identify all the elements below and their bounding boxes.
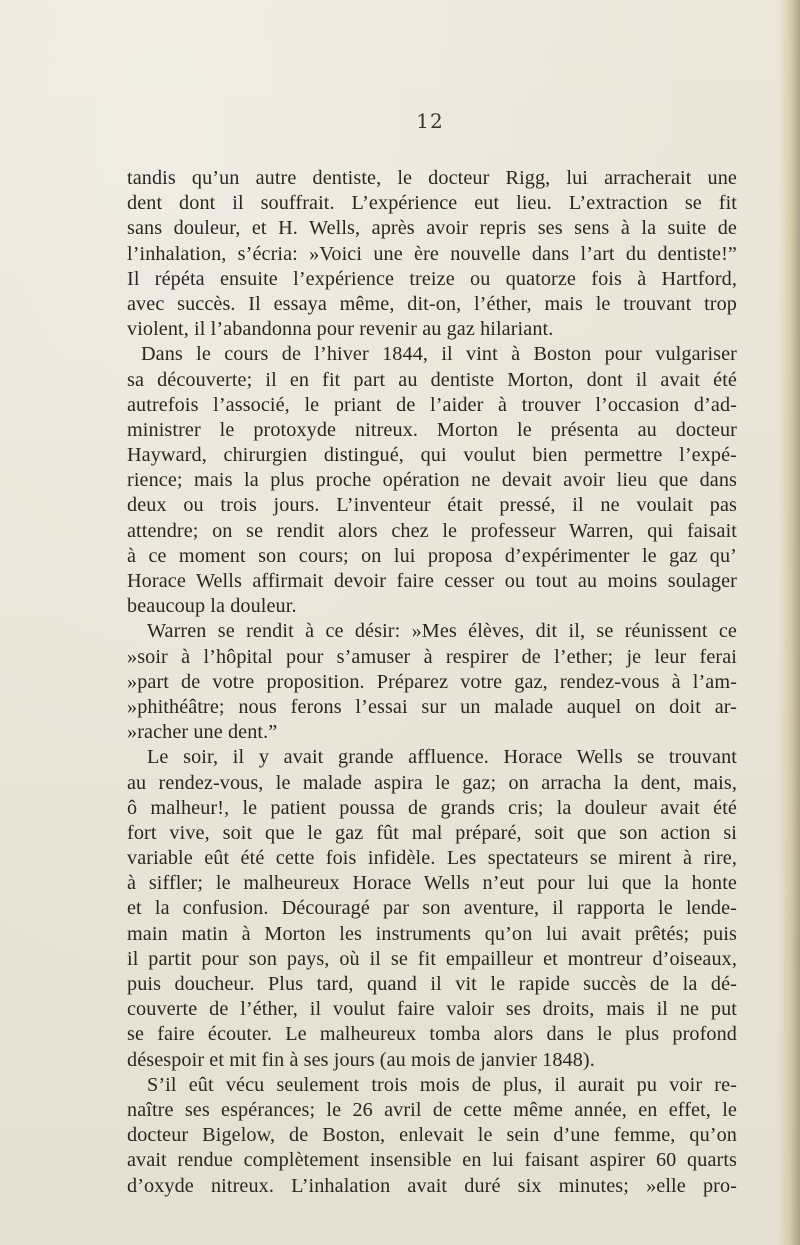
text-line-4: l’inhalation, s’écria: »Voici une ère nouvelle dans l’art du dentiste!” [127, 242, 737, 265]
text-line-3: sans douleur, et H. Wells, après avoir repris ses sens à la suite de [127, 217, 737, 240]
text-line-7: violent, il l’abandonna pour revenir au gaz hilariant. [127, 318, 554, 341]
text-line-11: ministrer le protoxyde nitreux. Morton le présenta au docteur [127, 418, 737, 441]
text-line-29: à siffler; le malheureux Horace Wells n’eut pour lui que la honte [127, 872, 737, 895]
text-line-22: »phithéâtre; nous ferons l’essai sur un malade auquel on doit ar- [127, 695, 737, 718]
text-line-31: main matin à Morton les instruments qu’on lui avait prêtés; puis [127, 922, 737, 945]
text-line-35: se faire écouter. Le malheureux tomba alors dans le plus profond [127, 1023, 737, 1046]
text-line-34: couverte de l’éther, il voulut faire valoir ses droits, mais il ne put [127, 998, 737, 1021]
text-line-2: dent dont il souffrait. L’expérience eut lieu. L’extraction se fit [127, 192, 737, 215]
text-line-23: »racher une dent.” [127, 721, 278, 744]
text-line-36: désespoir et mit fin à ses jours (au mois de janvier 1848). [127, 1048, 595, 1071]
text-line-37: S’il eût vécu seulement trois mois de plus, il aurait pu voir re- [147, 1073, 737, 1096]
text-line-9: sa découverte; il en fit part au dentiste Morton, dont il avait été [127, 368, 737, 391]
text-line-6: avec succès. Il essaya même, dit-on, l’éther, mais le trouvant trop [127, 292, 737, 315]
text-line-41: d’oxyde nitreux. L’inhalation avait duré six minutes; »elle pro- [127, 1174, 737, 1197]
text-line-13: rience; mais la plus proche opération ne devait avoir lieu que dans [127, 469, 737, 492]
text-line-38: naître ses espérances; le 26 avril de cette même année, en effet, le [127, 1098, 737, 1121]
text-line-15: attendre; on se rendit alors chez le professeur Warren, qui faisait [127, 519, 737, 542]
text-line-30: et la confusion. Découragé par son aventure, il rapporta le lende- [127, 897, 737, 920]
body-text [127, 166, 737, 1199]
text-line-17: Horace Wells affirmait devoir faire cesser ou tout au moins soulager [127, 570, 737, 592]
text-line-27: fort vive, soit que le gaz fût mal préparé, soit que son action si [127, 821, 737, 844]
text-line-8: Dans le cours de l’hiver 1844, il vint à Boston pour vulgariser [141, 343, 737, 366]
text-line-19: Warren se rendit à ce désir: »Mes élèves, dit il, se réunissent ce [147, 620, 737, 643]
page-number: 12 [416, 109, 444, 133]
text-line-12: Hayward, chirurgien distingué, qui voulut bien permettre l’expé- [127, 444, 737, 467]
text-line-21: »part de votre proposition. Préparez votre gaz, rendez-vous à l’am- [127, 670, 737, 693]
text-line-39: docteur Bigelow, de Boston, enlevait le sein d’une femme, qu’on [127, 1124, 737, 1147]
text-line-14: deux ou trois jours. L’inventeur était pressé, il ne voulait pas [127, 494, 737, 517]
text-line-10: autrefois l’associé, le priant de l’aider à trouver l’occasion d’ad- [127, 393, 737, 416]
text-line-18: beaucoup la douleur. [127, 595, 297, 618]
text-line-26: ô malheur!, le patient poussa de grands cris; la douleur avait été [127, 796, 737, 819]
text-line-28: variable eût été cette fois infidèle. Les spectateurs se mirent à rire, [127, 847, 737, 870]
text-line-24: Le soir, il y avait grande affluence. Horace Wells se trouvant [147, 746, 737, 769]
text-line-33: puis doucheur. Plus tard, quand il vit le rapide succès de la dé- [127, 973, 737, 995]
text-line-40: avait rendue complètement insensible en lui faisant aspirer 60 quarts [127, 1149, 737, 1172]
text-line-1: tandis qu’un autre dentiste, le docteur Rigg, lui arracherait une [127, 167, 737, 189]
text-line-20: »soir à l’hôpital pour s’amuser à respirer de l’ether; je leur ferai [127, 645, 737, 668]
text-line-32: il partit pour son pays, où il se fit empailleur et montreur d’oiseaux, [127, 947, 737, 970]
text-line-5: Il répéta ensuite l’expérience treize ou quatorze fois à Hartford, [127, 267, 737, 290]
text-line-16: à ce moment son cours; on lui proposa d’expérimenter le gaz qu’ [127, 544, 737, 567]
page-edge-shadow [778, 0, 800, 1245]
text-line-25: au rendez-vous, le malade aspira le gaz; on arracha la dent, mais, [127, 771, 737, 794]
